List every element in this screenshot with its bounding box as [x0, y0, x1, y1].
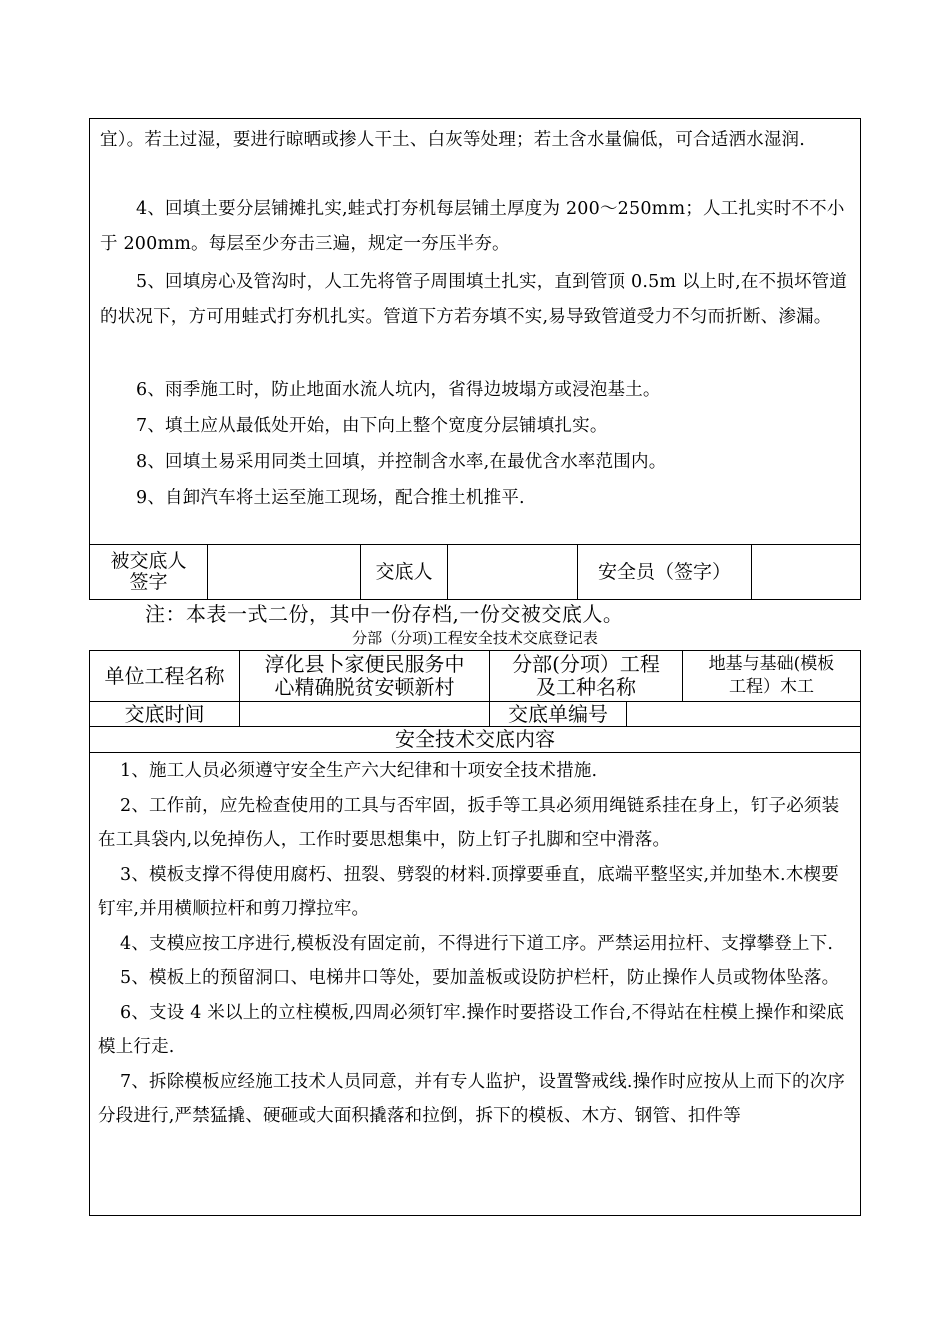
content-item-2: 2、工作前，应先检查使用的工具与否牢固，扳手等工具必须用绳链系挂在身上，钉子必须装在工具袋内,以免掉伤人，工作时要思想集中，防上钉子扎脚和空中滑落。: [98, 795, 840, 850]
recipient-label-line2: 签字: [129, 571, 168, 593]
discloser-signature-field[interactable]: [448, 545, 578, 599]
content-item-4: 4、支模应按工序进行,模板没有固定前，不得进行下道工序。严禁运用拉杆、支撑攀登上下.: [120, 933, 834, 954]
form-time-row: [90, 702, 860, 727]
paragraph-moisture: 宜）。若土过湿，要进行晾晒或掺人干土、白灰等处理；若土含水量偏低，可合适洒水湿润.: [100, 130, 806, 150]
content-item-3: 3、模板支撑不得使用腐朽、扭裂、劈裂的材料.顶撑要垂直，底端平整坚实,并加垫木.木楔要钉牢,并用横顺拉杆和剪刀撑拉牢。: [98, 864, 839, 919]
disclosure-number-field[interactable]: [627, 702, 860, 726]
content-item-1: 1、施工人员必须遵守安全生产六大纪律和十项安全技术措施.: [120, 761, 598, 781]
paragraph-item-4: 4、回填土要分层铺摊扎实,蛙式打夯机每层铺土厚度为 200～250mm；人工扎实时不不小于 200mm。每层至少夯击三遍，规定一夯压半夯。: [100, 199, 845, 254]
paragraph-item-5: 5、回填房心及管沟时，人工先将管子周围填土扎实，直到管顶 0.5m 以上时,在不损坏管道的状况下，方可用蛙式打夯机扎实。管道下方若夯填不实,易导致管道受力不匀而折断、渗漏。: [100, 272, 848, 327]
content-title-row: [90, 727, 860, 753]
disclosure-continuation-box: [89, 118, 861, 600]
unit-project-name-label: 单位工程名称: [90, 651, 240, 701]
paragraph-item-8: 8、回填土易采用同类土回填，并控制含水率,在最优含水率范围内。: [136, 452, 667, 472]
paragraph-item-6: 6、雨季施工时，防止地面水流人坑内，省得边坡塌方或浸泡基土。: [136, 380, 661, 400]
paragraph-item-7: 7、填土应从最低处开始，由下向上整个宽度分层铺填扎实。: [136, 416, 608, 436]
recipient-label-line1: 被交底人: [110, 550, 187, 572]
safety-officer-signature-field[interactable]: [752, 545, 860, 599]
signature-row: [90, 544, 860, 599]
recipient-signature-label: [90, 545, 208, 599]
division-label: [490, 651, 683, 701]
content-item-5: 5、模板上的预留洞口、电梯井口等处，要加盖板或设防护栏杆，防止操作人员或物体坠落。: [120, 968, 840, 988]
division-value-line2: 工程）木工: [729, 677, 814, 697]
discloser-label: 交底人: [361, 545, 448, 599]
content-item-6: 6、支设 4 米以上的立柱模板,四周必须钉牢.操作时要搭设工作台,不得站在柱模上操作和梁底模上行走.: [98, 1002, 845, 1057]
disclosure-content: [98, 754, 852, 1134]
disclosure-number-label: 交底单编号: [490, 702, 627, 726]
unit-value-line2: 心精确脱贫安顿新村: [274, 675, 455, 699]
safety-disclosure-form: [89, 650, 861, 1216]
paragraph-item-9: 9、自卸汽车将土运至施工现场，配合推土机推平.: [136, 488, 525, 508]
content-item-7: 7、拆除模板应经施工技术人员同意，并有专人监护，设置警戒线.操作时应按从上而下的次序分段进行,严禁猛撬、硬砸或大面积撬落和拉倒，拆下的模板、木方、钢管、扣件等: [98, 1071, 846, 1126]
form-title: 分部（分项)工程安全技术交底登记表: [352, 629, 598, 647]
form-header-row: [90, 651, 860, 702]
division-value: [683, 651, 860, 701]
safety-officer-label: 安全员（签字）: [578, 545, 752, 599]
disclosure-time-label: 交底时间: [90, 702, 240, 726]
division-label-line2: 及工种名称: [536, 675, 636, 699]
content-title: 安全技术交底内容: [395, 727, 555, 751]
disclosure-time-field[interactable]: [240, 702, 490, 726]
division-label-line1: 分部(分项）工程: [512, 652, 660, 676]
recipient-signature-field[interactable]: [208, 545, 361, 599]
form-note: 注：本表一式二份，其中一份存档,一份交被交底人。: [145, 602, 624, 626]
unit-project-name-value: [240, 651, 490, 701]
unit-value-line1: 淳化县卜家便民服务中: [264, 652, 465, 676]
division-value-line1: 地基与基础(模板: [708, 654, 835, 674]
